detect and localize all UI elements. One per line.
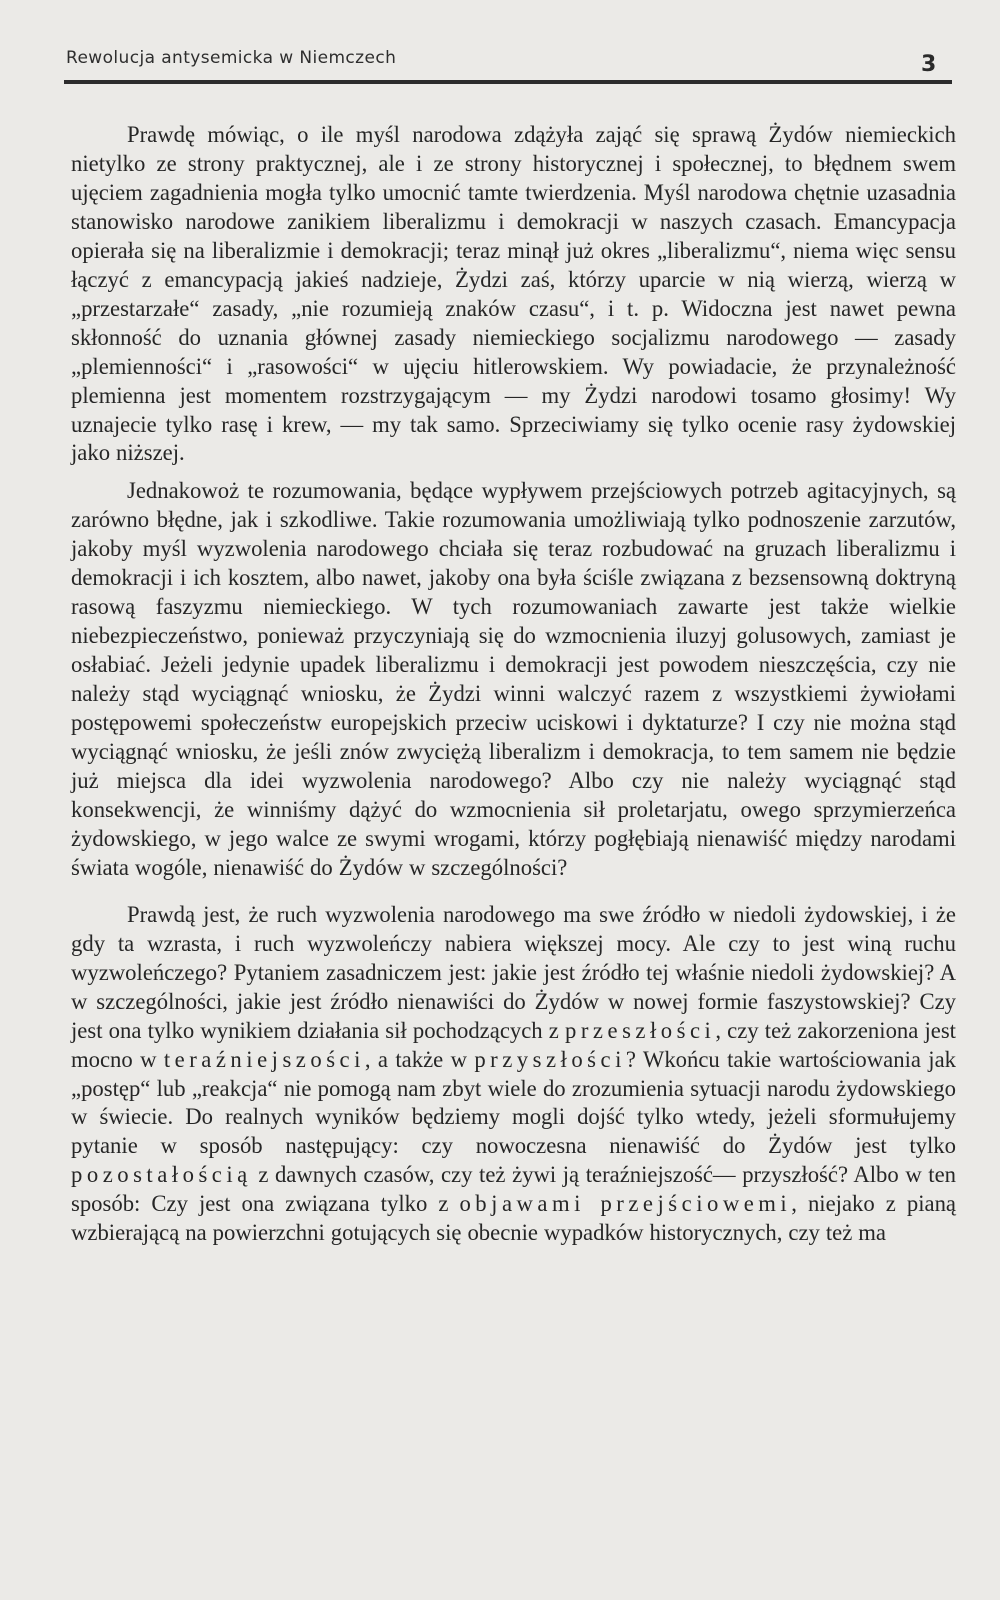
page-number: 3 [921,52,937,77]
emphasis-przeszlosci: przeszłości [565,1017,716,1043]
paragraph-3-text: , niejako z pianą wzbierającą na powierzchni gotujących się obecnie wypadków historycznych, czy też ma [71,1191,956,1246]
header-rule [64,80,952,84]
paragraph-3-text: ? Wkońcu takie wartościowania jak „postęp“ lub „reakcja“ nie pomogą nam zbyt wiele do zrozumienia sytuacji narodu żydowskiego w świecie. Do realnych wyników będziemy mogli dojść tylko wtedy, jeżeli sformułujemy pytanie w sposób następujący: czy nowoczesna nienawiść do Żydów jest tylko [71,1046,957,1159]
paragraph-3-text: , a także w [364,1046,475,1072]
paragraph-2: Jednakowoż te rozumowania, będące wypływem przejściowych potrzeb agitacyjnych, są zarówno błędne, jak i szkodliwe. Takie rozumowania umożliwiają tylko podnoszenie zarzutów, jakoby myśl wyzwolenia narodowego chciała się teraz rozbudować na gruzach liberalizmu i demokracji i ich kosztem, albo nawet, jakoby ona była ściśle związana z bezsensowną doktryną rasową faszyzmu niemieckiego. W tych rozumowaniach zawarte jest także wielkie niebezpieczeństwo, ponieważ przyczyniają się do wzmocnienia iluzyj golusowych, zamiast je osłabiać. Jeżeli jedynie upadek liberalizmu i demokracji jest powodem nieszczęścia, czy nie należy stąd wyciągnąć wniosku, że Żydzi winni walczyć razem z wszystkiemi żywiołami postępowemi społeczeństw europejskich przeciw uciskowi i dyktaturze? I czy nie można stąd wyciągnąć wniosku, że jeśli znów zwyciężą liberalizm i demokracja, to tem samem nie będzie już miejsca dla idei wyzwolenia narodowego? Albo czy nie należy wyciągnąć stąd konsekwencji, że winniśmy dążyć do wzmocnienia sił proletarjatu, owego sprzymierzeńca żydowskiego, w jego walce ze swymi wrogami, którzy pogłębiają nienawiść między narodami świata wogóle, nienawiść do Żydów w szczególności? [71,478,956,880]
paragraph-3 [71,901,956,1248]
paragraph-1: Prawdę mówiąc, o ile myśl narodowa zdążyła zająć się sprawą Żydów niemieckich nietylko ze strony praktycznej, ale i ze strony historycznej i społecznej, to błędnem swem ujęciem zagadnienia mogła tylko umocnić tamte twierdzenia. Myśl narodowa chętnie uzasadnia stanowisko narodowe zanikiem liberalizmu i demokracji w naszych czasach. Emancypacja opierała się na liberalizmie i demokracji; teraz minął już okres „liberalizmu“, niema więc sensu łączyć z emancypacją jakieś nadzieje, Żydzi zaś, którzy uparcie w nią wierzą, wierzą w „przestarzałe“ zasady, „nie rozumieją znaków czasu“, i t. p. Widoczna jest nawet pewna skłonność do uznania głównej zasady niemieckiego socjalizmu narodowego — zasady „plemienności“ i „rasowości“ w ujęciu hitlerowskiem. Wy powiadacie, że przynależność plemienna jest momentem rozstrzygającym — my Żydzi narodowi tosamo głosimy! Wy uznajecie tylko rasę i krew, — my tak samo. Sprzeciwiamy się tylko ocenie rasy żydowskiej jako niższej. [71,122,956,466]
body-text [71,121,956,1248]
paragraph-3-text: , czy też zakorzeniona jest mocno w [71,1017,956,1072]
running-head-title: Rewolucja antysemicka w Niemczech [66,48,397,68]
paragraph-3-text: z dawnych czasów, czy też żywi ją teraźniejszość— przyszłość? Albo w ten sposób: Czy jest ona związana tylko z [71,1162,956,1217]
emphasis-przyszlosci: przyszłości [474,1046,626,1072]
emphasis-pozostaloscia: pozostałością [71,1162,252,1188]
emphasis-objawami-przejsciowemi: objawami przejściowemi [459,1191,792,1217]
emphasis-terazniejszosci: teraźniejszości [163,1046,365,1072]
paragraph-3-text: Prawdą jest, że ruch wyzwolenia narodowego ma swe źródło w niedoli żydowskiej, i że gdy ta wzrasta, i ruch wyzwoleńczy nabiera większej mocy. Ale czy to jest winą ruchu wyzwoleńczego? Pytaniem zasadniczem jest: jakie jest źródło tej właśnie niedoli żydowskiej? A w szczególności, jakie jest źródło nienawiści do Żydów w nowej formie faszystowskiej? Czy jest ona tylko wynikiem działania sił pochodzących z [71,901,956,1043]
